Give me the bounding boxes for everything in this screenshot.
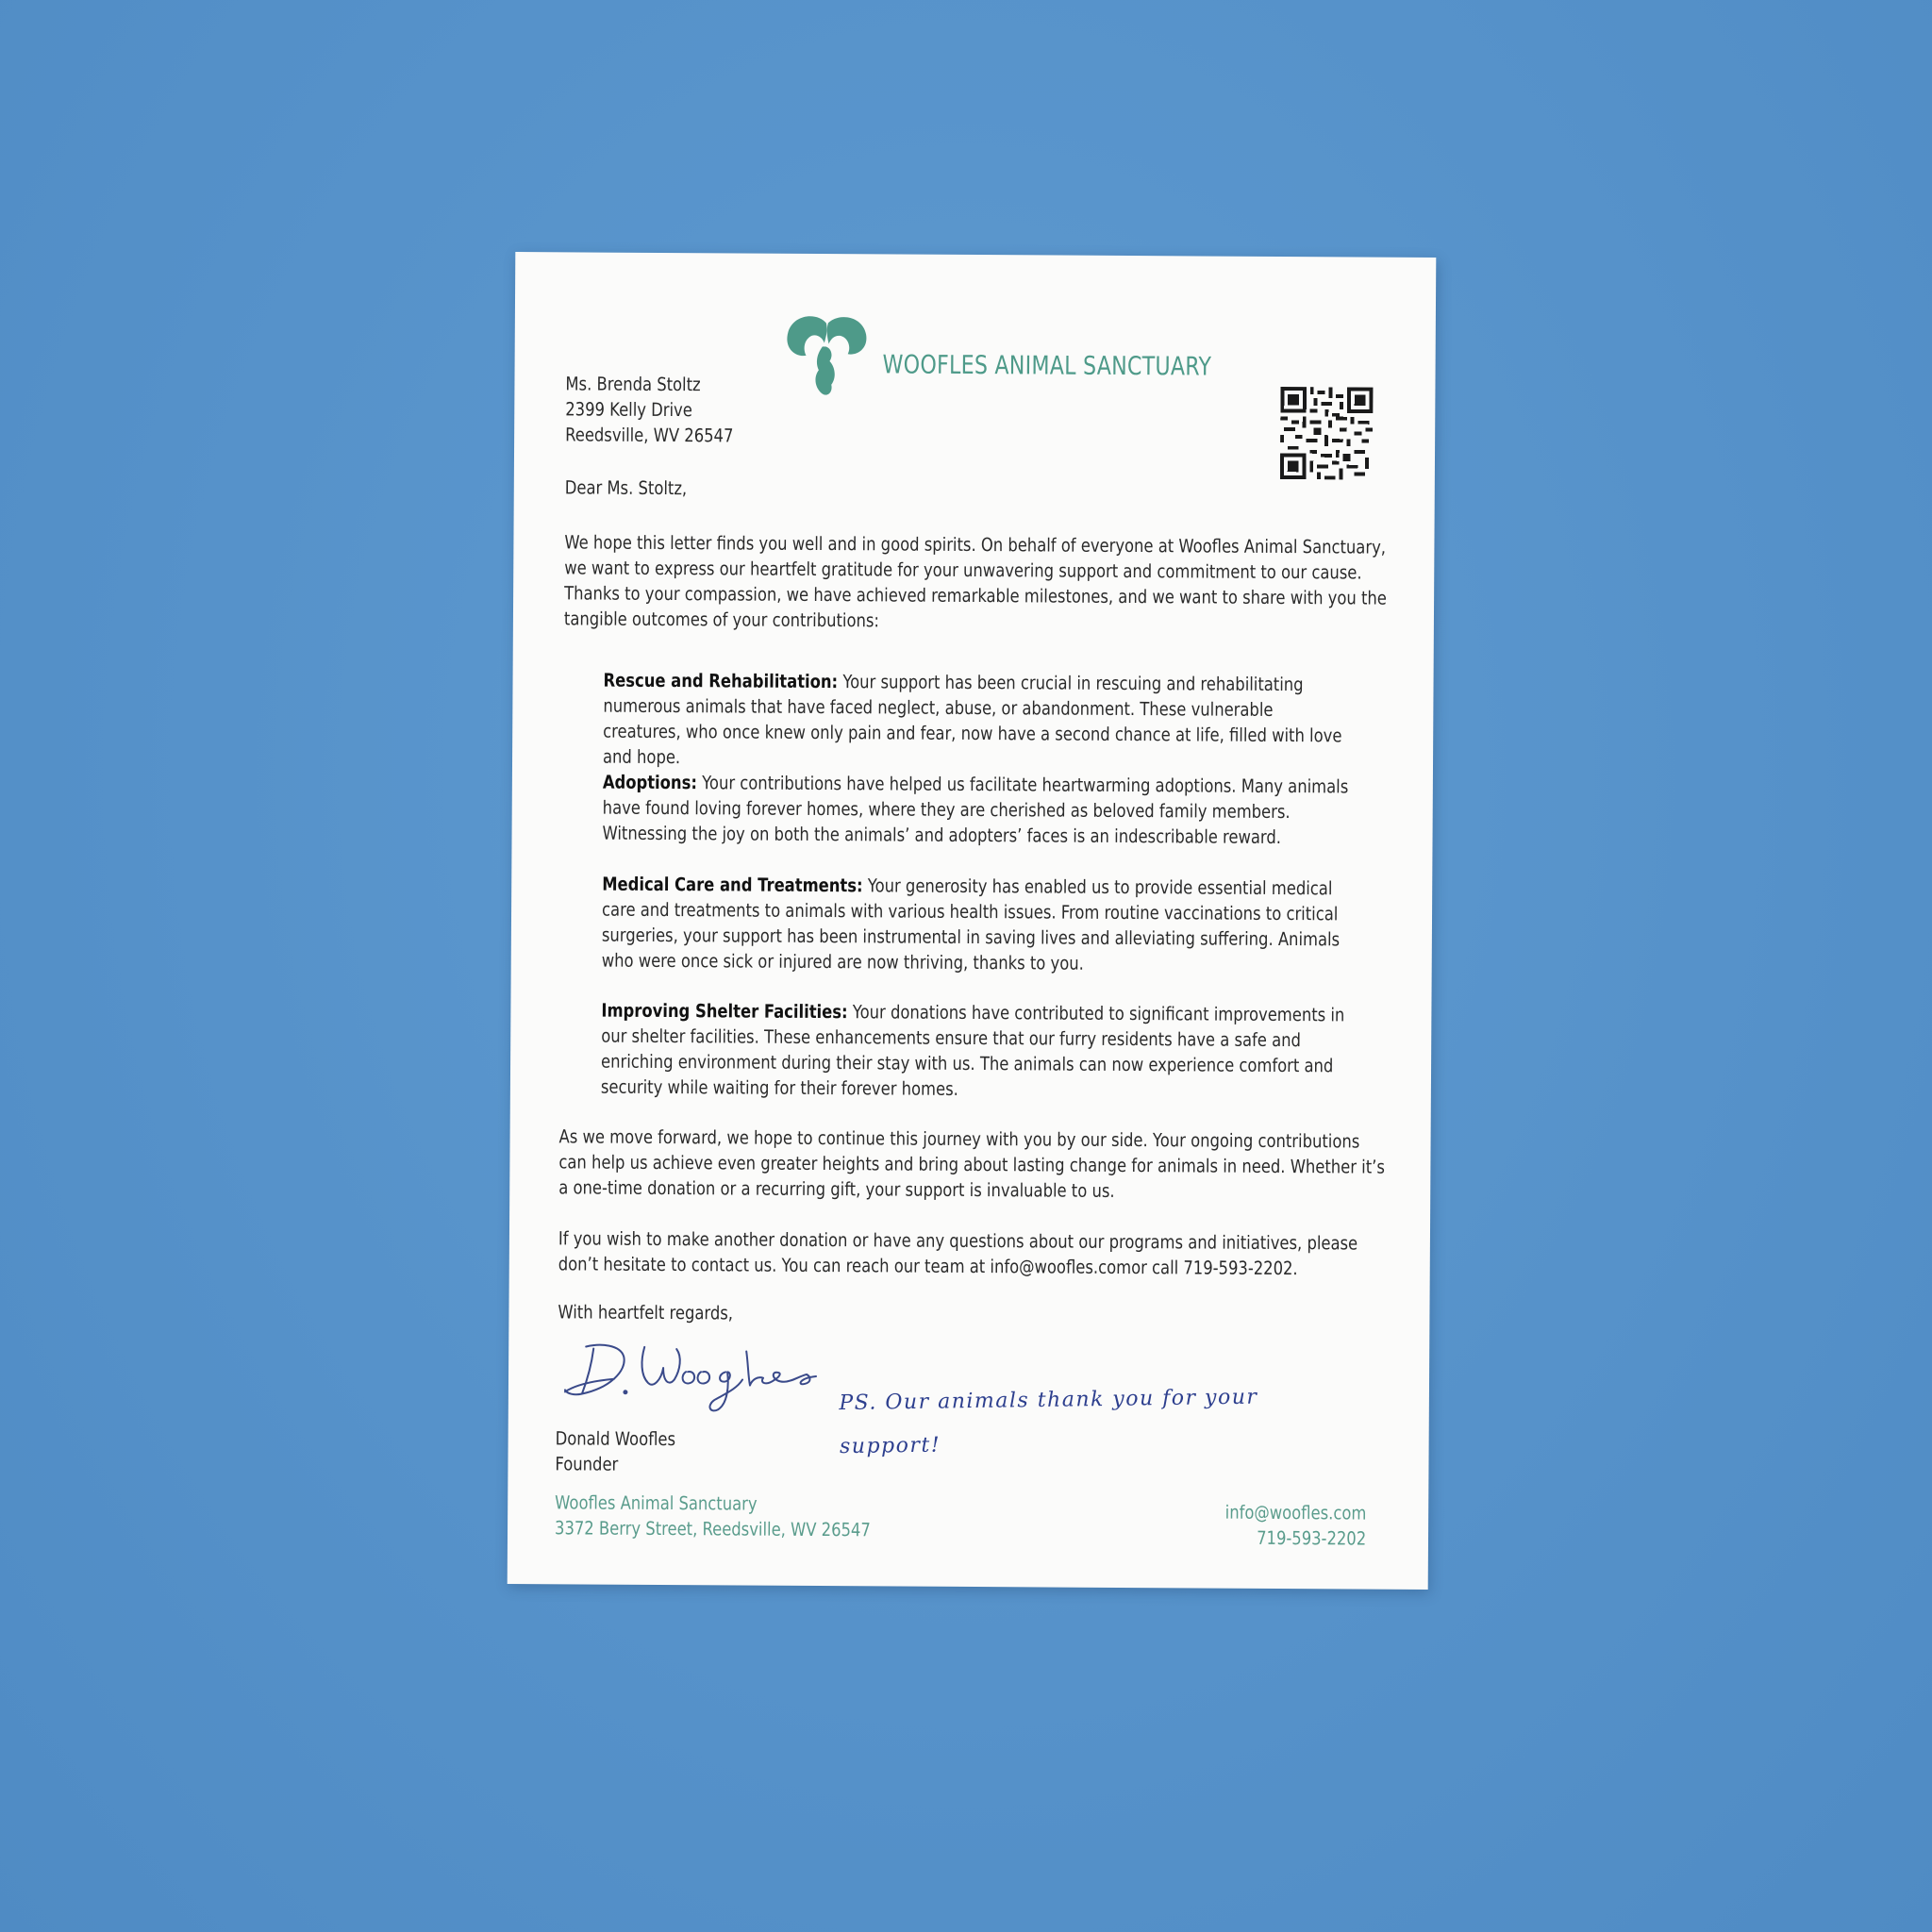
outcome-facilities xyxy=(601,998,1350,1105)
sign-off: With heartfelt regards, xyxy=(558,1301,734,1324)
recipient-address xyxy=(565,371,898,449)
outcome-heading: Improving Shelter Facilities: xyxy=(601,999,848,1024)
outcome-heading: Adoptions: xyxy=(602,771,698,794)
recipient-city: Reedsville, WV 26547 xyxy=(565,424,734,447)
outcome-adoptions xyxy=(602,770,1350,851)
contact-paragraph: If you wish to make another donation or have any questions about our programs and initiatives, please don’t hesitate to contact us. You can reach our team at info@woofles.comor call 719-593-2202. xyxy=(558,1227,1358,1280)
outcome-medical xyxy=(602,872,1351,978)
salutation: Dear Ms. Stoltz, xyxy=(564,476,688,500)
outcome-heading: Rescue and Rehabilitation: xyxy=(603,669,839,693)
organization-name: WOOFLES ANIMAL SANCTUARY xyxy=(882,349,1212,382)
letter-page xyxy=(508,252,1437,1590)
outcome-rescue xyxy=(603,668,1352,774)
outcome-text: Your support has been crucial in rescuing and rehabilitating numerous animals that have faced neglect, abuse, or abandonment. These vulnerable creatures, who once knew only pain and fear, now have a second chance at life, filled with love and hope. xyxy=(602,671,1342,769)
footer-email[interactable]: info@woofles.com xyxy=(1224,1501,1367,1524)
footer-address xyxy=(555,1490,871,1542)
footer-contact xyxy=(1224,1500,1366,1552)
recipient-street: 2399 Kelly Drive xyxy=(565,398,692,422)
outcome-text: Your generosity has enabled us to provide essential medical care and treatments to animals with various health issues. From routine vaccinations to critical surgeries, your support has been instrumental in saving lives and alleviating suffering. Animals who were once sick or injured are now thriving, thanks to you. xyxy=(601,874,1341,974)
footer-org: Woofles Animal Sanctuary xyxy=(555,1491,758,1515)
closing-paragraph: As we move forward, we hope to continue this journey with you by our side. Your ongoing contributions can help us achieve even greater heights and bring about lasting change for animals in need. Whether it’s a one-time donation or a recurring gift, your support is invaluable to us. xyxy=(558,1125,1385,1202)
recipient-name: Ms. Brenda Stoltz xyxy=(565,373,701,396)
outcome-text: Your donations have contributed to significant improvements in our shelter facilities. These enhancements ensure that our furry residents have a safe and enriching environment during their stay with us. The animals can now experience comfort and security while waiting for their forever homes. xyxy=(600,1001,1345,1100)
outcome-text: Your contributions have helped us facilitate heartwarming adoptions. Many animals have found loving forever homes, where they are cherished as beloved family members. Witnessing the joy on both the animals’ and adopters’ faces is an indescribable reward. xyxy=(602,772,1349,849)
handwritten-postscript: PS. Our animals thank you for your support! xyxy=(839,1385,1258,1459)
footer-street: 3372 Berry Street, Reedsville, WV 26547 xyxy=(554,1517,871,1541)
outcome-heading: Medical Care and Treatments: xyxy=(602,873,863,897)
qr-code-icon xyxy=(1280,387,1374,480)
handwritten-signature xyxy=(558,1325,832,1422)
intro-paragraph: We hope this letter finds you well and in good spirits. On behalf of everyone at Woofles Animal Sanctuary, we want to express our heartfelt gratitude for your unwavering support and commitment to our cause. Thanks to your compassion, we have achieved remarkable milestones, and we want to share with you the tangible outcomes of your contributions: xyxy=(563,531,1387,632)
signer-title: Founder xyxy=(555,1453,619,1475)
footer-phone[interactable]: 719-593-2202 xyxy=(1256,1526,1367,1550)
signer-name: Donald Woofles xyxy=(555,1427,676,1451)
signer-block xyxy=(555,1425,872,1478)
